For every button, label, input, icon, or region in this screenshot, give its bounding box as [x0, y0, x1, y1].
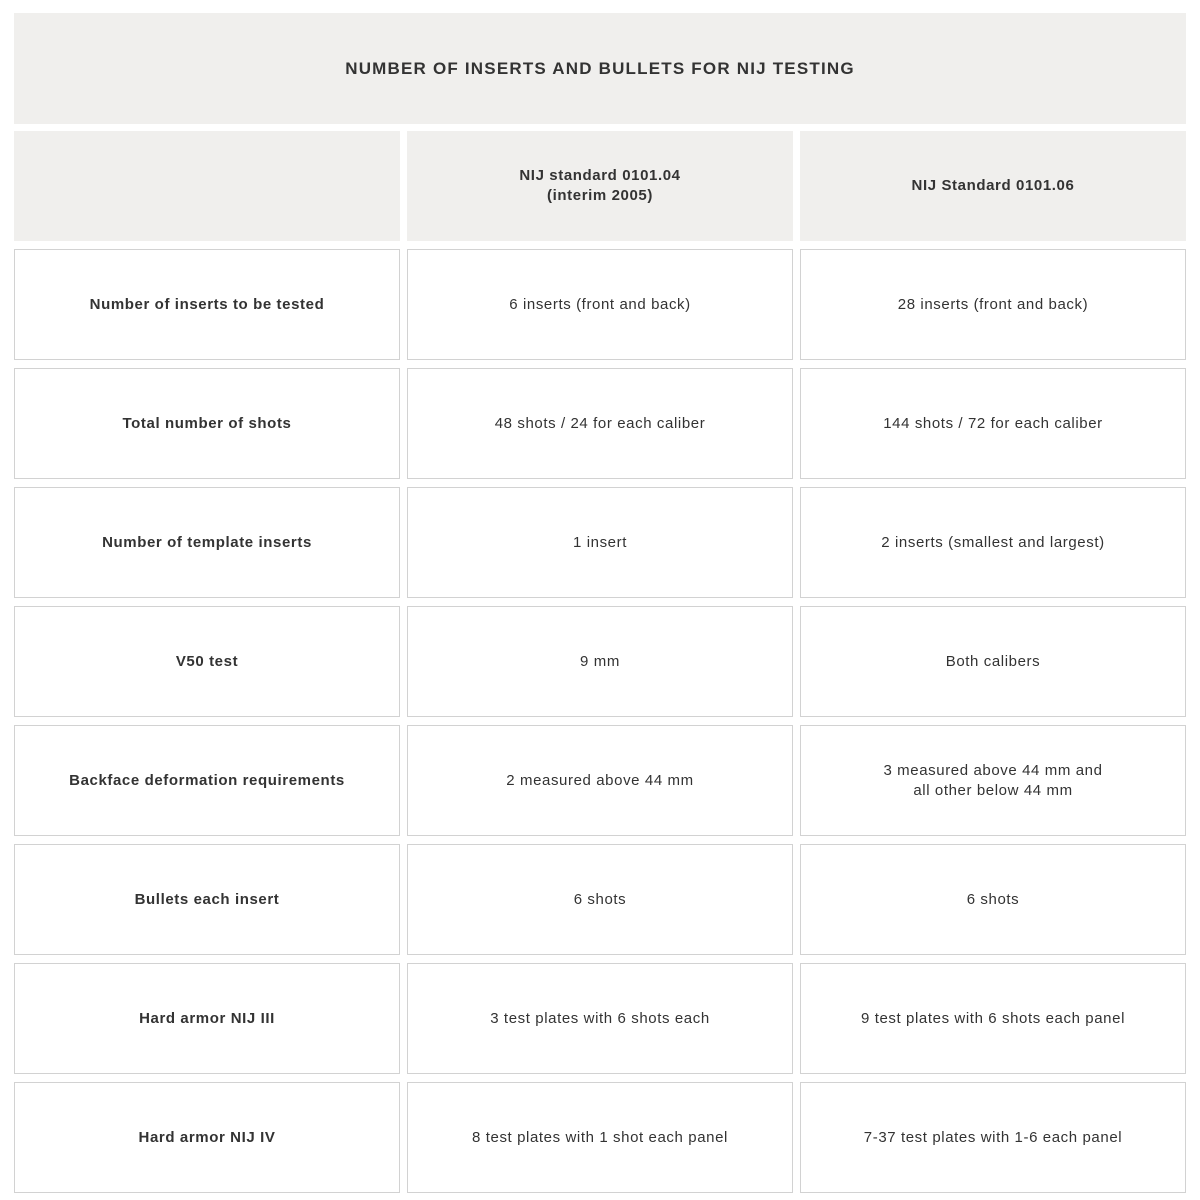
row-value-0101-04: 3 test plates with 6 shots each [407, 963, 793, 1074]
row-label: Backface deformation requirements [14, 725, 400, 836]
table-title: NUMBER OF INSERTS AND BULLETS FOR NIJ TESTING [345, 58, 855, 78]
row-value-0101-04: 6 shots [407, 844, 793, 955]
row-value-0101-06: 144 shots / 72 for each caliber [800, 368, 1186, 479]
row-value-0101-04: 9 mm [407, 606, 793, 717]
row-value-0101-06: 2 inserts (smallest and largest) [800, 487, 1186, 598]
table-title-bar [14, 13, 1186, 124]
row-value-0101-06: 7-37 test plates with 1-6 each panel [800, 1082, 1186, 1193]
row-label: Number of template inserts [14, 487, 400, 598]
header-nij-0101-04: NIJ standard 0101.04 (interim 2005) [407, 131, 793, 241]
row-value-0101-06: Both calibers [800, 606, 1186, 717]
row-value-0101-06: 28 inserts (front and back) [800, 249, 1186, 360]
row-label: Hard armor NIJ III [14, 963, 400, 1074]
row-value-0101-06: 6 shots [800, 844, 1186, 955]
row-label: Total number of shots [14, 368, 400, 479]
row-value-0101-04: 1 insert [407, 487, 793, 598]
row-label: V50 test [14, 606, 400, 717]
row-value-0101-04: 2 measured above 44 mm [407, 725, 793, 836]
comparison-table [14, 131, 1186, 1193]
row-value-0101-06: 3 measured above 44 mm and all other below 44 mm [800, 725, 1186, 836]
row-value-0101-06: 9 test plates with 6 shots each panel [800, 963, 1186, 1074]
row-label: Bullets each insert [14, 844, 400, 955]
header-empty-cell [14, 131, 400, 241]
row-label: Hard armor NIJ IV [14, 1082, 400, 1193]
row-value-0101-04: 6 inserts (front and back) [407, 249, 793, 360]
row-value-0101-04: 8 test plates with 1 shot each panel [407, 1082, 793, 1193]
row-label: Number of inserts to be tested [14, 249, 400, 360]
row-value-0101-04: 48 shots / 24 for each caliber [407, 368, 793, 479]
header-nij-0101-06: NIJ Standard 0101.06 [800, 131, 1186, 241]
